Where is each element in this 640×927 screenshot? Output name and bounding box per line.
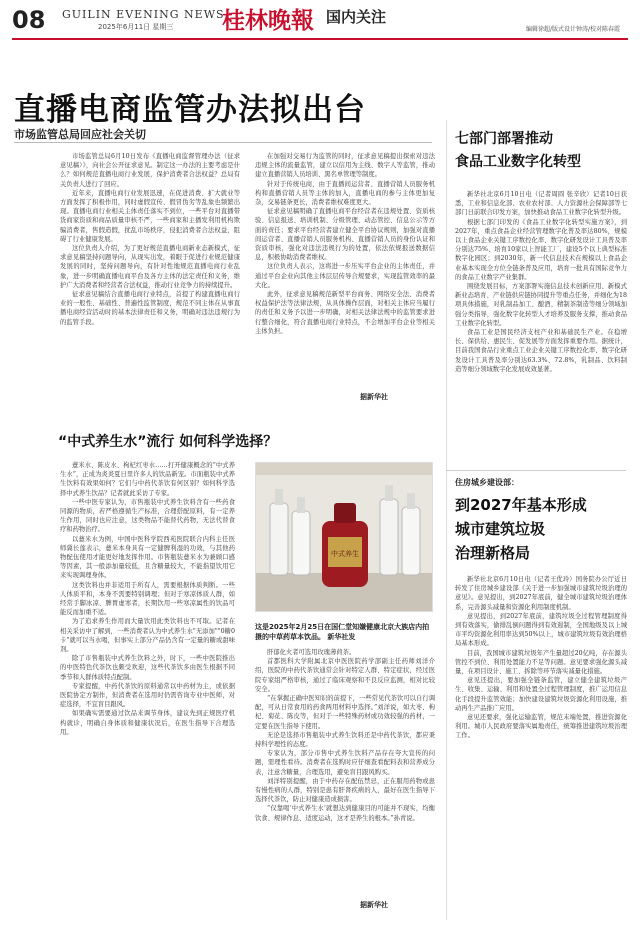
paragraph: 这位负责人介绍，为了更好规范直播电商新业态新模式，征求意见稿坚持问题导向，从现实出发，着眼于促进行业规范健康发展的同时，坚持问题导向，有针对性地规范直播电商行业乱象，进一步明确直播电商平台及各方主体的法定责任和义务，维护广大消费者和经营者合法权益，推动行业竞争力的持续提升。 [60, 245, 240, 289]
column-divider [446, 120, 447, 920]
article-source: 据新华社 [360, 901, 388, 909]
paragraph: 市场监管总局6月10日发布《直播电商监督管理办法（征求意见稿）》，向社会公开征求意见。制定这一办法的主要考虑是什么？如何规范直播电商行业发展，保护消费者合法权益？总局有关负责人进行了回应。 [60, 153, 240, 188]
header-rule [12, 38, 628, 40]
paper-name-en: GUILIN EVENING NEWS [62, 8, 225, 21]
paragraph: 这位负责人表示，这将进一步压实平台企业的主体责任，并通过平台企业向其他主体层层传导合规要求，实现监管效率的最大化。 [255, 263, 435, 289]
headline-line: 城市建筑垃圾 [455, 520, 546, 538]
paragraph: 围绕发展目标，方案部署实施信息技术创新应用、新模式新业态培育、产业链供应链协同提升等重点任务，并细化为18项具体措施，对乳制品加工、酿酒、精制茶制造等细分领域加强分类指导，强化数字化转型人才培养及服务支撑，推动食品工业数字化转型。 [455, 283, 627, 327]
paragraph: 这类饮料也并非适用于所有人，需要根据体质判断。一些人体质平和，本身不需要特别调理；但对于寒凉体质人群，如经常手脚冰凉、脾胃虚寒者，长期饮用一些寒凉属性的饮品可能反而加重不适。 [60, 581, 235, 617]
paragraph: 一些中医专家认为，市售瓶装中式养生饮料含有一些药食同源的物质，若严格遵循生产标准，合理搭配原料，有一定养生作用，同时也应注意，这类物品不能替代药物，无法代替食疗和药物治疗。 [60, 498, 235, 534]
paragraph: 征求意见稿明确了直播电商平台经营者在违规处置、资质核验、信息报送、培训机制、分级管理、动态管控、信息公示等方面的责任；要求平台经营者建立健全平台协议规则，加强对直播间运营者、直播营销人员服务机构、直播营销人员的身份认证和资质审核，强化对违法违规行为的处置，依法依规报送数据信息，积极协助消费者维权。 [255, 208, 435, 262]
paragraph: 此外，征求意见稿规范新型平台商务、网络安全法、消费者权益保护法等法律法规，从具体操作层面，对相关主体应当履行的责任和义务予以进一步明确，对相关法律法规中的监管要求进行整合细化，符合直播电商行业特点，不会增加平台企业等相关主体负担。 [255, 291, 435, 335]
paragraph: 除了市售瓶装中式养生饮料之外，时下，一些中医院推出的中医特色代茶饮也颇受欢迎，这些代茶饮多由医生根据不同季节和人群体质特点配制。 [60, 655, 235, 681]
paragraph: 首都医科大学附属北京中医医院药学部副主任药师刘洋介绍，医院的中药代茶饮通常会针对特定人群、特定症状，经过医院专家组严格审核，通过了临床观察和不良反应监测，相对比较安全。 [255, 658, 435, 693]
article-body-column [255, 648, 435, 823]
paragraph: 意见还要求，强化运输监管，规范末端处置，推进资源化利用。城市人民政府要落实属地责任，统筹推进建筑垃圾治理工作。 [455, 714, 627, 740]
paragraph: 根据七部门印发的《食品工业数字化转型实施方案》，到2027年，重点食品企业经营管理数字化普及率达80%，规模以上食品企业关键工序数控化率、数字化研发设计工具普及率分别达75%、培育10家以上智能工厂，建设5个以上典型标准数字化园区；到2030年，新一代信息技术在规模以上食品企业基本实现全方位全链条普及应用，培育一批具有国际竞争力的食品工业数字产业集群。 [455, 218, 627, 281]
paragraph: 刘洋特别提醒，由于中药存在配伍禁忌，正在服用药物或患有慢性病的人群，特别是患有肝肾疾病的人，最好在医生指导下选择代茶饮，防止对健康造成损害。 [255, 777, 435, 804]
article-subheadline: 市场监管总局回应社会关切 [14, 128, 146, 141]
paragraph: 新华社北京6月10日电（记者王优玲）国务院办公厅近日转发了住房城乡建设部《关于进一步加强城市建筑垃圾治理的意见》。意见提出，到2027年底前，健全城市建筑垃圾治理体系，完善源头减量和资源化利用制度机制。 [455, 576, 627, 611]
divider [446, 470, 626, 471]
paragraph: “在掌握正确中医知识的前提下，一些常见代茶饮可以自行调配，可从日常食用的药食两用材料中选择。”刘洋说，如大枣、枸杞、菊花、陈皮等，但对于一些特殊药材或功效较强的药材，一定要在医生指导下使用。 [255, 695, 435, 730]
article-headline[interactable] [455, 128, 581, 174]
paragraph: 为了追求养生作用而大量饮用此类饮料也不可取。记者在相关采访中了解到，一些消费者认为中式养生水"无添加""0糖0卡"就可以当水喝，但事实上部分产品仍含有一定量的糖或甜味剂。 [60, 618, 235, 654]
article-source: 据新华社 [360, 393, 388, 401]
page-number: 08 [12, 6, 46, 34]
divider [14, 142, 432, 143]
paragraph: 在加强对交易行为监管的同时，征求意见稿提出探索对违法违规主体的流量监管，建立以信用为主线、数字人等监管，推动建立直播营销人员培训、黑名单管理等制度。 [255, 153, 435, 179]
section-title: 国内关注 [326, 8, 387, 26]
headline-line: 到2027年基本形成 [455, 496, 587, 514]
bottle-label: 中式养生 [331, 550, 359, 558]
issue-date: 2025年6月11日 星期三 [98, 23, 174, 31]
paragraph: 肝郁化火者可选用玫瑰薄荷茶。 [267, 649, 356, 656]
paragraph: 新华社北京6月10日电（记者周圆 张辛欣）记者10日获悉，工业和信息化部、农业农村部、人力资源社会保障部等七部门日前联合印发方案，加快推动食品工业数字化转型升级。 [455, 191, 627, 217]
headline-line: 食品工业数字化转型 [455, 154, 581, 170]
article-headline[interactable] [455, 493, 587, 565]
article-body-column [60, 152, 240, 327]
newspaper-logo: 桂林晚報 [222, 7, 314, 34]
paragraph: 专家认为，部分市售中式养生饮料产品存在夸大宣传的问题，需理性看待。消费者在选购时应仔细查看配料表和营养成分表，注意含糖量，合理选用，避免盲目跟风购买。 [255, 750, 435, 776]
article-body-column [455, 575, 627, 741]
page-header [0, 0, 640, 40]
paragraph: 食品工业是国民经济支柱产业和基础民生产业。在稳增长、保供给、惠民生、促发展等方面发挥重要作用。据统计，目前我国食品行业重点工业企业关键工序数控化率、数字化研发设计工具普及率分别达63.3%、72.8%，乳制品、饮料制造等细分领域数字化发展成效显著。 [455, 329, 627, 373]
headline-line: 七部门部署推动 [455, 131, 553, 147]
paragraph: 专家提醒，中药代茶饮的原料通常以中药材为主，或依据医院协定方制作，但消费者在选用时仍需咨询专业中医师，对症选择，不宜盲目跟风。 [60, 682, 235, 709]
article-body-column [60, 461, 235, 737]
paragraph: 无论是选择市售瓶装中式养生饮料还是中药代茶饮，都应秉持科学理性的态度。 [255, 731, 435, 749]
article-headline[interactable]: “中式养生水”流行 如何科学选择？ [58, 434, 278, 450]
paragraph: 以薏米水为例，中国中医科学院西苑医院联合内科主任医师冀长莲表示，薏米本身具有一定健脾利湿的功效，与其他药物配伍使用才能更好地发挥作用。市售瓶装薏米水为兼顾口感等因素，其一般添加量较低，且含糖量较大，不能指望饮用它来实现调理身体。 [60, 535, 235, 580]
paragraph: 目前，我国城市建筑垃圾年产生量超过20亿吨，存在源头管控不到位、利用处置能力不足等问题。意见要求强化源头减量，在项目设计、施工、拆除等环节落实减量化措施。 [455, 649, 627, 676]
paragraph: 征求意见稿结合直播电商行业特点，首提了构建直播电商行业的一般性、基础性、普遍性监管制度，规范不同主体在从事直播电商经营活动时的基本法律责任和义务，明确对违法违规行为的监管手段。 [60, 291, 240, 326]
article-body-column [455, 190, 627, 374]
article-kicker: 住房城乡建设部： [455, 478, 519, 487]
article-body-column [255, 152, 435, 336]
bottles-illustration [256, 463, 433, 612]
paragraph: 薏米水、陈皮水、枸杞红枣水……打开健康概念的“中式养生水”，正成为炎炎夏日里许多人的饮品新宠。市面瓶装中式养生饮料有效果如何？它们与中药代茶饮有何区别？如何科学选择中式养生饮品？记者就此采访了专家。 [60, 462, 235, 497]
photo-caption: 这是2025年2月25日在国仁堂知嫌健康北京大族店内拍摄的中草药草本饮品。 新华社发 [255, 623, 430, 641]
news-photo[interactable] [255, 462, 433, 612]
paragraph: 意见还提出，要加强全链条监管，建立健全建筑垃圾产生、收集、运输、利用和处置全过程管理制度，推广运用信息化手段提升监管效能；加快建设建筑垃圾资源化利用设施，推动再生产品推广应用。 [455, 677, 627, 712]
paragraph: 近年来，直播电商行业发展迅速，在促进消费、扩大就业等方面发挥了积极作用，同时虚假宣传、假冒伪劣等乱象也频繁出现。直播电商行业相关主体责任落实不到位，一些平台对直播带货商家资质和商品质量审核不严，一些商家和主播发利用机构欺骗消费者，售假造假，扰乱市场秩序，侵犯消费者合法权益，阻碍了行业健康发展。 [60, 189, 240, 243]
article-headline[interactable]: 直播电商监管办法拟出台 [14, 92, 366, 128]
paragraph: 意见提出，到2027年底前，建筑垃圾全过程管理制度得到有效落实，偷排乱倒问题得到有效遏制，全国地级及以上城市平均资源化利用率达到50%以上，城市建筑垃圾有效治理格局基本形成。 [455, 612, 627, 648]
editors-credit: 编辑徐超/版式设计钟涛/校对陈春霞 [526, 26, 621, 33]
headline-line: 治理新格局 [455, 544, 531, 562]
paragraph: 针对于传统电商，由于直播间运营者、直播营销人员服务机构和直播营销人员等主体的加入，直播电商的参与主体更加复杂，交易链条更长，消费者维权难度更大。 [255, 180, 435, 207]
paragraph: “仅靠喝‘中式养生水’就想达到健康目的可能并不现实，均衡饮食、规律作息、适度运动，这才是养生的根本。”孙青说。 [255, 805, 435, 822]
paragraph: 如果确实需要通过饮品来调节身体，建议先到正规医疗机构就诊，明确自身体质和健康状况后，在医生指导下合理选用。 [60, 710, 235, 736]
